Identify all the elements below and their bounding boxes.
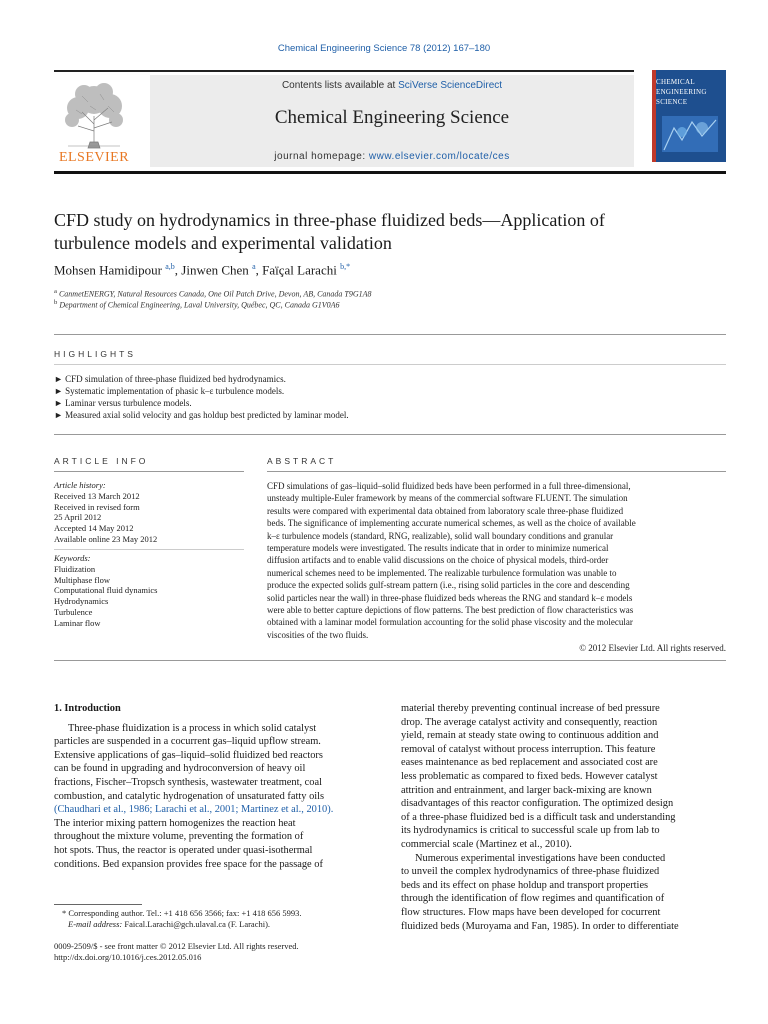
intro-line: removal of catalyst without process interruption. This feature <box>401 743 656 755</box>
keyword: Laminar flow <box>54 617 101 628</box>
keyword: Turbulence <box>54 606 93 617</box>
intro-line: disadvantages of this reactor configuration. The optimized design <box>401 798 674 810</box>
highlight-item: ► CFD simulation of three-phase fluidized bed hydrodynamics. <box>54 374 286 384</box>
intro-line: eases maintenance as bed replacement and associated cost are <box>401 757 658 769</box>
intro-line: flow structures. Flow maps have been developed for cocurrent <box>401 906 661 918</box>
highlights-divider <box>54 364 726 365</box>
author-name[interactable]: Faïçal Larachi <box>262 262 337 278</box>
intro-line: through the identification of flow regimes and quantification of <box>401 893 665 905</box>
article-history: Article history: Received 13 March 2012 Received in revised form 25 April 2012 Accepted 14 May 2012 Available online 23 May 2012 <box>54 480 244 545</box>
section-divider <box>54 660 726 661</box>
author-affil-sup[interactable]: a,b <box>165 262 175 271</box>
header-top-rule <box>54 70 634 72</box>
intro-line: fluidized beds (Muroyama and Fan, 1985). In order to differentiate <box>401 920 679 932</box>
section-divider <box>54 334 726 335</box>
sciencedirect-link[interactable]: SciVerse ScienceDirect <box>398 80 503 91</box>
intro-line: of a three-phase fluidized bed is a difficult task and understanding <box>401 811 676 823</box>
homepage-link[interactable]: www.elsevier.com/locate/ces <box>368 151 510 162</box>
history-entry: Available online 23 May 2012 <box>54 533 158 544</box>
abstract-body: CFD simulations of gas–liquid–solid fluidized beds have been performed in a full three-dimensional, unsteady multiple-Euler framework by means of the commercial software FLUENT. The simulation results were compared with experimental data obtained from laboratory scale three-phase fluidized beds. The significance of implementing accurate numerical schemes, as well as the choice of available k–ε turbulence models (standard, RNG, realizable), solid wall boundary conditions and granular temperature models were investigated. The results indicate that in order to minimize numerical diffusion artifacts and to enable valid discussions on the choice of physical models, third-order numerical schemes need to be implemented. The realizable turbulence formulation was unable to produce the expected solids gulf-stream pattern (i.e., rising solid particles in the core and descending solid particles near the wall) in three-phase fluidized beds whereas the RNG and standard k–ε models were able to better capture depictions of flow patterns. The best prediction of flow characteristics was obtained with a laminar model formulation accounting for the solid phase viscosity and the molecular viscosities of the two fluids. <box>267 481 636 640</box>
highlights-heading: HIGHLIGHTS <box>54 349 136 359</box>
journal-name: Chemical Engineering Science <box>274 107 510 128</box>
author-list: Mohsen Hamidipour $^{a,b}$, Jinwen Chen $^a$, Faïçal Larachi $^{b,*}$ <box>54 262 351 278</box>
footnote-rule <box>54 904 142 905</box>
intro-right-column <box>401 702 726 933</box>
abstract-divider <box>267 471 726 472</box>
author-affil-sup[interactable]: b,* <box>340 262 351 271</box>
header-bottom-rule <box>54 171 726 174</box>
intro-line: Three-phase fluidization is a process in which solid catalyst <box>68 722 317 734</box>
intro-line: The interior mixing pattern homogenizes the reaction heat <box>54 817 296 829</box>
history-entry: Received in revised form <box>54 501 140 512</box>
article-info-heading: ARTICLE INFO <box>54 456 149 466</box>
highlight-item: ► Laminar versus turbulence models. <box>54 398 192 408</box>
journal-reference[interactable]: Chemical Engineering Science 78 (2012) 167–180 <box>277 43 491 54</box>
article-info-divider <box>54 471 244 472</box>
highlight-item: ► Measured axial solid velocity and gas holdup best predicted by laminar model. <box>54 410 349 420</box>
intro-left-column <box>54 702 379 871</box>
intro-line: to unveil the complex hydrodynamics of three-phase fluidized <box>401 866 660 878</box>
intro-line: combustion, and catalytic hydrogenation of unsaturated fatty oils <box>54 790 325 802</box>
elsevier-logo-text: ELSEVIER <box>58 150 130 165</box>
intro-line: Extensive applications of gas–liquid–solid fluidized bed reactors <box>54 749 323 761</box>
email-link[interactable]: Faical.Larachi@gch.ulaval.ca (F. Larachi). <box>122 919 271 929</box>
intro-line: yield, remain at steady state owing to continuous addition and <box>401 730 659 742</box>
affiliation: $^b$ Department of Chemical Engineering, Laval University, Québec, QC, Canada G1V0A6 <box>54 299 340 310</box>
affiliation: $^a$ CanmetENERGY, Natural Resources Canada, One Oil Patch Drive, Devon, AB, Canada T9G1A8 <box>54 288 372 299</box>
contents-prefix: Contents lists available at <box>281 80 399 91</box>
section-divider <box>54 434 726 435</box>
intro-line: hot spots. Thus, the reactor is operated under quasi-isothermal <box>54 844 313 856</box>
keyword: Hydrodynamics <box>54 596 109 607</box>
intro-line: its hydrodynamics is critical to successful scale up from lab to <box>401 825 660 837</box>
intro-line: commercial scale (Martinez et al., 2010). <box>401 838 572 850</box>
author-affil-sup[interactable]: a <box>252 262 256 271</box>
keyword: Fluidization <box>54 563 96 574</box>
issn-doi-block <box>54 941 379 963</box>
email-line: E-mail address: Faical.Larachi@gch.ulaval.ca (F. Larachi). <box>68 919 271 929</box>
history-entry: Received 13 March 2012 <box>54 490 140 501</box>
author-name[interactable]: Mohsen Hamidipour <box>54 262 162 278</box>
intro-heading: 1. Introduction <box>54 703 121 714</box>
intro-line: attrition and entrainment, and larger back-mixing are known <box>401 784 652 796</box>
history-entry: Accepted 14 May 2012 <box>54 523 134 534</box>
corresponding-author-line: * Corresponding author. Tel.: +1 418 656 3566; fax: +1 418 656 5993. <box>62 908 302 918</box>
author-name[interactable]: Jinwen Chen <box>181 262 249 278</box>
intro-line: drop. The average catalyst activity and consequently, reaction <box>401 716 658 728</box>
intro-line: less problematic as compared to fixed beds. However catalyst <box>401 770 658 782</box>
journal-homepage-line <box>150 151 634 162</box>
intro-line: material thereby preventing continual increase of bed pressure <box>401 703 660 714</box>
cover-title: CHEMICAL ENGINEERING SCIENCE <box>656 78 707 106</box>
highlight-item: ► Systematic implementation of phasic k–ε turbulence models. <box>54 386 285 396</box>
homepage-prefix: journal homepage: <box>274 151 369 162</box>
intro-line: particles are suspended in a cocurrent gas–liquid upflow stream. <box>54 736 321 748</box>
intro-line: Numerous experimental investigations have been conducted <box>415 852 666 864</box>
issn-line: 0009-2509/$ - see front matter © 2012 Elsevier Ltd. All rights reserved. <box>54 941 299 951</box>
history-entry: 25 April 2012 <box>54 512 102 523</box>
citation-link[interactable]: (Chaudhari et al., 1986; Larachi et al., 2001; Martinez et al., 2010). <box>54 804 334 816</box>
doi-link[interactable]: http://dx.doi.org/10.1016/j.ces.2012.05.016 <box>54 952 202 962</box>
abstract-heading: ABSTRACT <box>267 456 337 466</box>
keywords: Keywords: Fluidization Multiphase flow Computational fluid dynamics Hydrodynamics Turbulence Laminar flow <box>54 553 244 629</box>
contents-line <box>150 80 634 91</box>
intro-line: can be found in upgrading and hydroconversion of heavy oil <box>54 763 306 775</box>
intro-line: beds and its effect on phase holdup and transport properties <box>401 879 649 891</box>
copyright-notice: © 2012 Elsevier Ltd. All rights reserved. <box>579 643 726 653</box>
intro-line: conditions. Bed expansion provides free space for the passage of <box>54 858 323 870</box>
keywords-divider <box>54 549 244 550</box>
keyword: Computational fluid dynamics <box>54 585 158 596</box>
keyword: Multiphase flow <box>54 574 110 585</box>
intro-line: throughout the mixture volume, preventing the formation of <box>54 831 304 843</box>
article-title: CFD study on hydrodynamics in three-phase fluidized beds—Application of turbulence models and experimental validation <box>54 210 605 253</box>
corresponding-author-footnote <box>54 908 379 930</box>
intro-line: fractions, Fischer–Tropsch synthesis, wastewater treatment, coal <box>54 776 322 788</box>
